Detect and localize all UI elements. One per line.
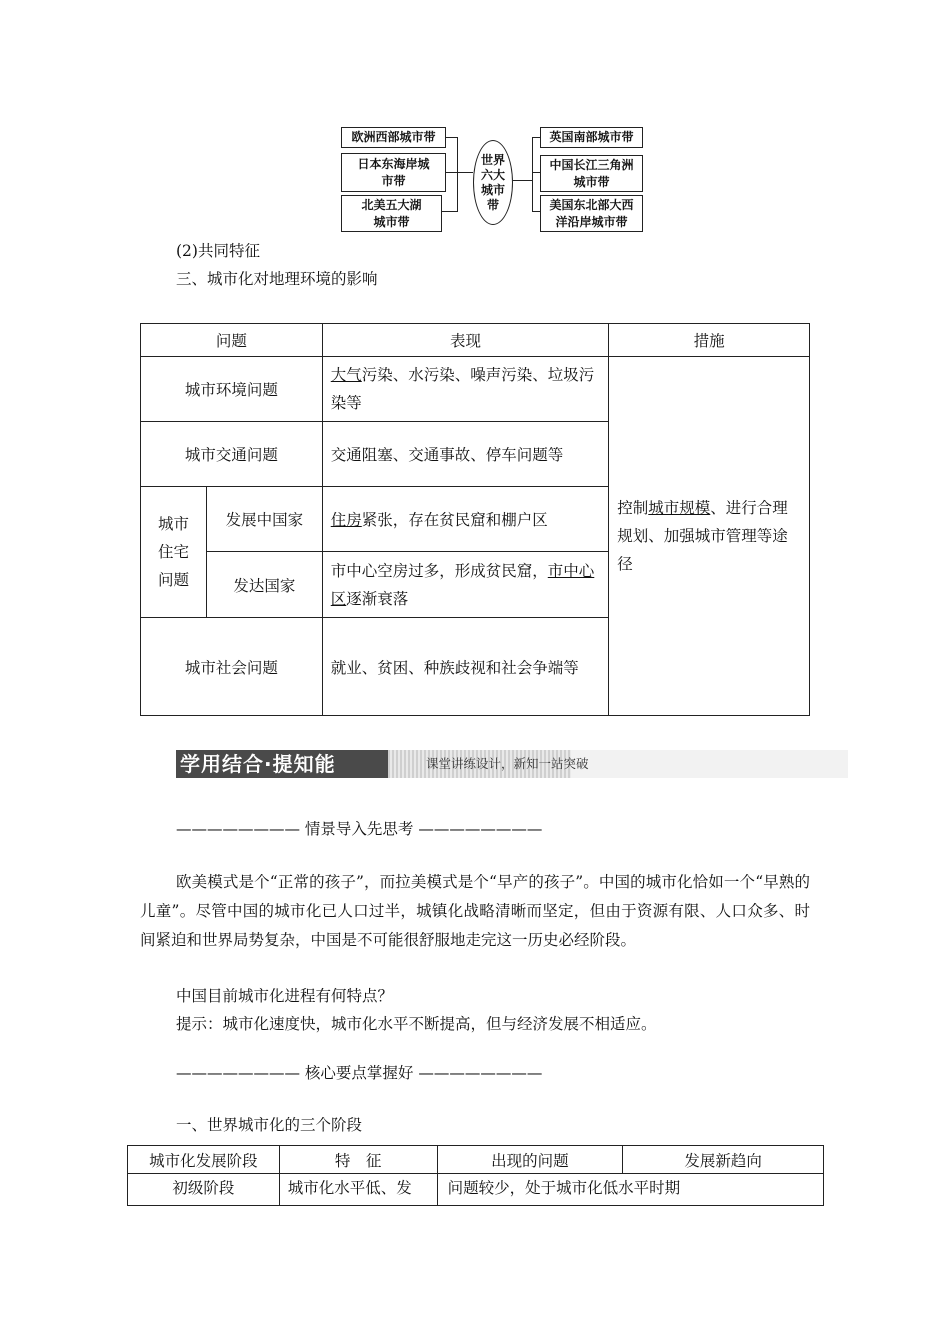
stage-row-feature: 城市化水平低、发 xyxy=(279,1174,437,1206)
section-banner xyxy=(176,750,848,778)
section3-title: 三、城市化对地理环境的影响 xyxy=(176,270,378,288)
header-problem: 问题 xyxy=(141,324,323,357)
manifestation-environment: 大气污染、水污染、噪声污染、垃圾污染等 xyxy=(322,357,609,422)
problem-traffic: 城市交通问题 xyxy=(141,422,323,487)
question-line: 中国目前城市化进程有何特点？ xyxy=(176,987,394,1005)
manifestation-developing: 住房紧张，存在贫民窟和棚户区 xyxy=(322,487,609,552)
sub-developing: 发展中国家 xyxy=(206,487,322,552)
measure-cell: 控制城市规模、进行合理规划、加强城市管理等途径 xyxy=(609,357,810,716)
divider-keypoints: ———————— 核心要点掌握好 ———————— xyxy=(176,1064,543,1082)
belt-box-right-2: 中国长江三角洲城市带 xyxy=(540,155,643,192)
header-measure: 措施 xyxy=(609,324,810,357)
problem-social: 城市社会问题 xyxy=(141,618,323,716)
banner-subtitle: 课堂讲练设计，新知一站突破 xyxy=(426,756,589,771)
manifestation-developed: 市中心空房过多，形成贫民窟，市中心区逐渐衰落 xyxy=(322,552,609,618)
common-features-line: (2)共同特征 xyxy=(176,242,260,260)
impact-table xyxy=(140,323,810,716)
problem-environment: 城市环境问题 xyxy=(141,357,323,422)
stage-row-problems: 问题较少，处于城市化低水平时期 xyxy=(437,1174,823,1206)
belt-box-left-2: 日本东海岸城市带 xyxy=(341,153,446,192)
belt-box-left-1: 欧洲西部城市带 xyxy=(341,127,446,148)
scenario-paragraph: 欧美模式是个“正常的孩子”，而拉美模式是个“早产的孩子”。中国的城市化恰如一个“早熟的儿童”。尽管中国的城市化已人口过半，城镇化战略清晰而坚定，但由于资源有限、人口众多、时间紧迫和世界局势复杂，中国是不可能很舒服地走完这一历史必经阶段。 xyxy=(140,873,810,949)
manifestation-social: 就业、贫困、种族歧视和社会争端等 xyxy=(322,618,609,716)
sub-developed: 发达国家 xyxy=(206,552,322,618)
banner-title: 学用结合·提知能 xyxy=(180,752,336,776)
stage-table xyxy=(127,1145,824,1206)
manifestation-traffic: 交通阻塞、交通事故、停车问题等 xyxy=(322,422,609,487)
belt-center-ellipse: 世界六大城市带 xyxy=(473,140,513,225)
section1-title: 一、世界城市化的三个阶段 xyxy=(176,1116,363,1134)
hint-line: 提示：城市化速度快，城市化水平不断提高，但与经济发展不相适应。 xyxy=(176,1015,657,1033)
stage-header-feature: 特 征 xyxy=(279,1146,437,1174)
belt-box-right-3: 美国东北部大西洋沿岸城市带 xyxy=(540,195,643,232)
stage-row-stage: 初级阶段 xyxy=(128,1174,280,1206)
stage-header-trend: 发展新趋向 xyxy=(623,1146,824,1174)
belt-box-left-3: 北美五大湖城市带 xyxy=(341,195,442,232)
divider-scenario: ———————— 情景导入先思考 ———————— xyxy=(176,820,543,838)
header-manifestation: 表现 xyxy=(322,324,609,357)
belt-box-right-1: 英国南部城市带 xyxy=(540,127,643,148)
problem-housing: 城市住宅问题 xyxy=(141,487,207,618)
stage-header-problems: 出现的问题 xyxy=(437,1146,623,1174)
stage-header-stage: 城市化发展阶段 xyxy=(128,1146,280,1174)
